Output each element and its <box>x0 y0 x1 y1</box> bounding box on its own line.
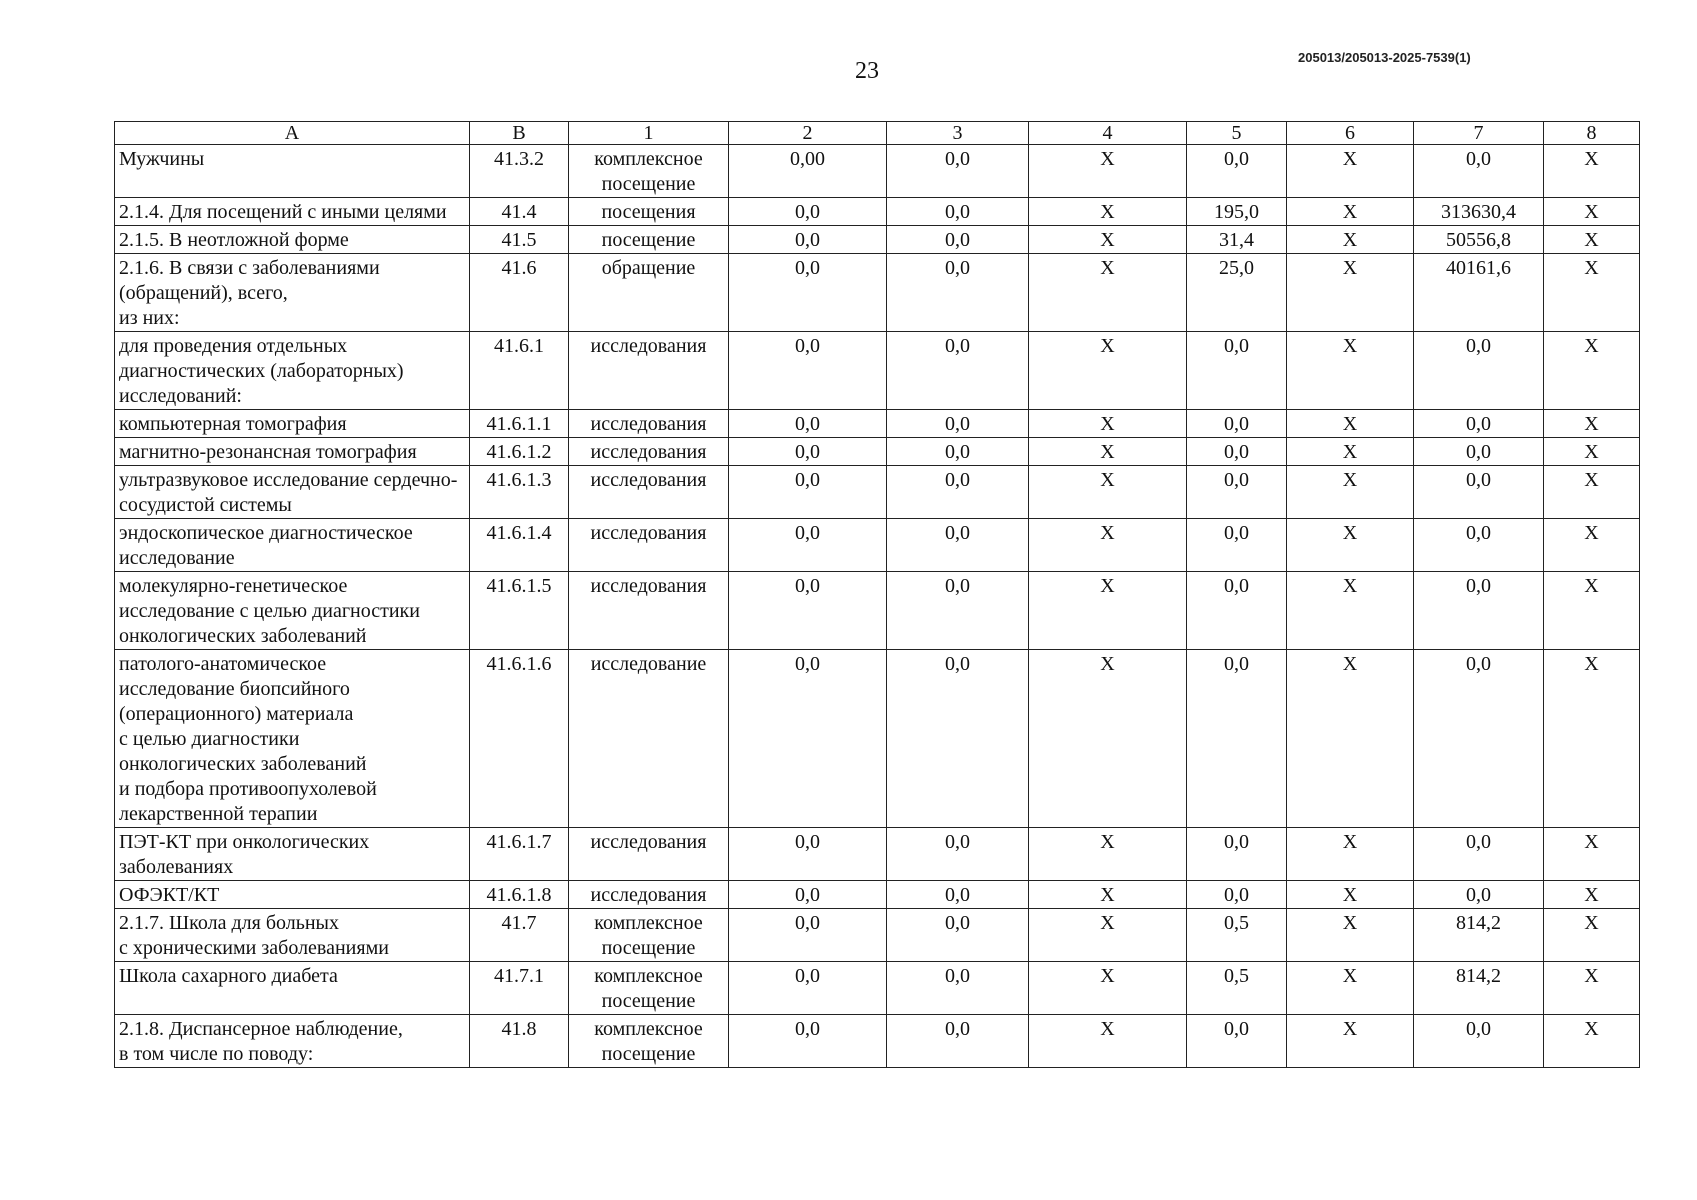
row-value-cell: Х <box>1544 828 1640 881</box>
row-value-cell: Х <box>1544 909 1640 962</box>
row-unit-cell: комплексное посещение <box>569 1015 729 1068</box>
table-row <box>115 650 1640 828</box>
row-value-cell: Х <box>1544 572 1640 650</box>
row-name-cell: компьютерная томография <box>115 410 470 438</box>
row-value-cell: 0,0 <box>1187 410 1287 438</box>
row-value-cell: 0,0 <box>1414 828 1544 881</box>
row-value-cell: 0,0 <box>729 332 887 410</box>
row-value-cell: 31,4 <box>1187 226 1287 254</box>
row-code-cell: 41.3.2 <box>470 145 569 198</box>
row-value-cell: 0,0 <box>1187 881 1287 909</box>
row-value-cell: 195,0 <box>1187 198 1287 226</box>
row-value-cell: Х <box>1287 572 1414 650</box>
row-value-cell: 0,5 <box>1187 909 1287 962</box>
row-name-cell: 2.1.8. Диспансерное наблюдение, в том числе по поводу: <box>115 1015 470 1068</box>
row-value-cell: Х <box>1544 962 1640 1015</box>
row-value-cell: 0,0 <box>887 572 1029 650</box>
row-value-cell: 0,0 <box>887 828 1029 881</box>
row-value-cell: 0,0 <box>1187 828 1287 881</box>
document-id: 205013/205013-2025-7539(1) <box>1298 50 1471 65</box>
row-code-cell: 41.6.1.3 <box>470 466 569 519</box>
row-value-cell: Х <box>1287 1015 1414 1068</box>
row-value-cell: 0,0 <box>1414 519 1544 572</box>
row-unit-cell: комплексное посещение <box>569 909 729 962</box>
row-value-cell: Х <box>1029 1015 1187 1068</box>
row-value-cell: Х <box>1287 254 1414 332</box>
row-value-cell: 0,5 <box>1187 962 1287 1015</box>
row-value-cell: 814,2 <box>1414 909 1544 962</box>
row-value-cell: 0,0 <box>1414 466 1544 519</box>
row-value-cell: Х <box>1287 519 1414 572</box>
row-value-cell: Х <box>1029 881 1187 909</box>
row-value-cell: 0,0 <box>1414 410 1544 438</box>
row-value-cell: Х <box>1029 828 1187 881</box>
row-unit-cell: исследования <box>569 332 729 410</box>
row-value-cell: Х <box>1029 226 1187 254</box>
table-row <box>115 332 1640 410</box>
row-value-cell: 0,0 <box>729 881 887 909</box>
row-value-cell: 0,0 <box>729 572 887 650</box>
row-value-cell: Х <box>1287 650 1414 828</box>
row-name-cell: 2.1.6. В связи с заболеваниями (обращений), всего, из них: <box>115 254 470 332</box>
row-value-cell: 0,0 <box>729 519 887 572</box>
row-value-cell: 0,0 <box>887 962 1029 1015</box>
row-code-cell: 41.6.1.8 <box>470 881 569 909</box>
header-cell: 6 <box>1287 122 1414 145</box>
row-value-cell: Х <box>1287 962 1414 1015</box>
row-name-cell: ультразвуковое исследование сердечно-сосудистой системы <box>115 466 470 519</box>
row-code-cell: 41.8 <box>470 1015 569 1068</box>
table-row <box>115 254 1640 332</box>
table-row <box>115 572 1640 650</box>
row-value-cell: 0,0 <box>1187 650 1287 828</box>
row-unit-cell: посещение <box>569 226 729 254</box>
row-value-cell: Х <box>1544 410 1640 438</box>
row-value-cell: Х <box>1544 226 1640 254</box>
row-value-cell: Х <box>1029 438 1187 466</box>
row-value-cell: Х <box>1029 650 1187 828</box>
header-cell: А <box>115 122 470 145</box>
row-value-cell: Х <box>1544 519 1640 572</box>
header-cell: 1 <box>569 122 729 145</box>
row-value-cell: Х <box>1029 909 1187 962</box>
row-value-cell: 0,0 <box>887 1015 1029 1068</box>
row-unit-cell: комплексное посещение <box>569 145 729 198</box>
row-code-cell: 41.6.1.4 <box>470 519 569 572</box>
row-value-cell: Х <box>1544 332 1640 410</box>
row-unit-cell: исследования <box>569 466 729 519</box>
row-value-cell: Х <box>1287 198 1414 226</box>
row-value-cell: 0,0 <box>729 1015 887 1068</box>
row-unit-cell: исследования <box>569 438 729 466</box>
row-value-cell: 50556,8 <box>1414 226 1544 254</box>
table-row <box>115 145 1640 198</box>
row-code-cell: 41.7 <box>470 909 569 962</box>
row-value-cell: Х <box>1544 650 1640 828</box>
row-value-cell: Х <box>1029 254 1187 332</box>
row-value-cell: 40161,6 <box>1414 254 1544 332</box>
row-value-cell: Х <box>1029 332 1187 410</box>
row-value-cell: 0,0 <box>887 226 1029 254</box>
row-unit-cell: обращение <box>569 254 729 332</box>
row-name-cell: ОФЭКТ/КТ <box>115 881 470 909</box>
row-value-cell: Х <box>1544 438 1640 466</box>
row-unit-cell: исследование <box>569 650 729 828</box>
row-value-cell: 0,0 <box>1187 1015 1287 1068</box>
row-value-cell: 0,0 <box>729 828 887 881</box>
row-name-cell: 2.1.5. В неотложной форме <box>115 226 470 254</box>
row-value-cell: 0,0 <box>1414 438 1544 466</box>
table-row <box>115 226 1640 254</box>
row-name-cell: 2.1.7. Школа для больных с хроническими заболеваниями <box>115 909 470 962</box>
row-value-cell: 25,0 <box>1187 254 1287 332</box>
row-unit-cell: исследования <box>569 410 729 438</box>
row-value-cell: 0,0 <box>887 145 1029 198</box>
header-cell: 5 <box>1187 122 1287 145</box>
row-value-cell: 0,0 <box>887 332 1029 410</box>
row-value-cell: 0,0 <box>887 198 1029 226</box>
row-value-cell: 0,0 <box>1414 572 1544 650</box>
row-value-cell: Х <box>1287 909 1414 962</box>
row-code-cell: 41.6.1.7 <box>470 828 569 881</box>
header-cell: 3 <box>887 122 1029 145</box>
row-code-cell: 41.6.1.6 <box>470 650 569 828</box>
table-row <box>115 198 1640 226</box>
table-row <box>115 828 1640 881</box>
table-row <box>115 438 1640 466</box>
row-name-cell: молекулярно-генетическое исследование с целью диагностики онкологических заболеваний <box>115 572 470 650</box>
row-value-cell: Х <box>1029 466 1187 519</box>
row-value-cell: Х <box>1029 962 1187 1015</box>
row-code-cell: 41.6.1.2 <box>470 438 569 466</box>
row-value-cell: 0,0 <box>729 650 887 828</box>
header-cell: 8 <box>1544 122 1640 145</box>
row-value-cell: 0,0 <box>887 650 1029 828</box>
row-value-cell: 0,0 <box>887 881 1029 909</box>
row-value-cell: Х <box>1287 466 1414 519</box>
row-value-cell: 0,0 <box>729 254 887 332</box>
row-value-cell: 0,0 <box>1187 519 1287 572</box>
row-value-cell: 0,0 <box>729 466 887 519</box>
row-code-cell: 41.6.1 <box>470 332 569 410</box>
row-name-cell: Мужчины <box>115 145 470 198</box>
row-code-cell: 41.6.1.5 <box>470 572 569 650</box>
row-name-cell: эндоскопическое диагностическое исследование <box>115 519 470 572</box>
row-unit-cell: комплексное посещение <box>569 962 729 1015</box>
row-value-cell: 0,00 <box>729 145 887 198</box>
table-row <box>115 1015 1640 1068</box>
row-value-cell: 0,0 <box>1414 145 1544 198</box>
row-value-cell: Х <box>1287 438 1414 466</box>
data-table <box>114 121 1640 1068</box>
row-value-cell: Х <box>1544 198 1640 226</box>
row-unit-cell: исследования <box>569 881 729 909</box>
row-code-cell: 41.7.1 <box>470 962 569 1015</box>
row-value-cell: 0,0 <box>729 438 887 466</box>
header-cell: 7 <box>1414 122 1544 145</box>
row-unit-cell: исследования <box>569 519 729 572</box>
row-value-cell: 0,0 <box>887 909 1029 962</box>
table-row <box>115 909 1640 962</box>
row-value-cell: Х <box>1287 332 1414 410</box>
row-value-cell: 0,0 <box>1187 438 1287 466</box>
row-value-cell: 0,0 <box>1187 572 1287 650</box>
row-value-cell: Х <box>1544 466 1640 519</box>
row-value-cell: 0,0 <box>887 466 1029 519</box>
row-value-cell: 0,0 <box>729 909 887 962</box>
row-name-cell: ПЭТ-КТ при онкологических заболеваниях <box>115 828 470 881</box>
row-value-cell: Х <box>1544 254 1640 332</box>
row-code-cell: 41.4 <box>470 198 569 226</box>
row-value-cell: 0,0 <box>729 226 887 254</box>
row-value-cell: Х <box>1029 410 1187 438</box>
row-name-cell: магнитно-резонансная томография <box>115 438 470 466</box>
row-value-cell: Х <box>1287 828 1414 881</box>
row-value-cell: 0,0 <box>887 254 1029 332</box>
row-value-cell: 0,0 <box>1187 145 1287 198</box>
row-value-cell: 0,0 <box>729 198 887 226</box>
table-row <box>115 881 1640 909</box>
row-code-cell: 41.6.1.1 <box>470 410 569 438</box>
header-cell: 4 <box>1029 122 1187 145</box>
row-value-cell: Х <box>1287 410 1414 438</box>
row-value-cell: 814,2 <box>1414 962 1544 1015</box>
row-value-cell: Х <box>1287 145 1414 198</box>
table-row <box>115 466 1640 519</box>
row-name-cell: для проведения отдельных диагностических (лабораторных) исследований: <box>115 332 470 410</box>
row-value-cell: 0,0 <box>1414 332 1544 410</box>
row-value-cell: 0,0 <box>1414 650 1544 828</box>
row-value-cell: 0,0 <box>729 410 887 438</box>
page-number: 23 <box>855 58 879 84</box>
row-code-cell: 41.6 <box>470 254 569 332</box>
row-value-cell: Х <box>1544 145 1640 198</box>
row-name-cell: 2.1.4. Для посещений с иными целями <box>115 198 470 226</box>
row-value-cell: 0,0 <box>887 519 1029 572</box>
row-value-cell: 0,0 <box>1414 881 1544 909</box>
row-unit-cell: исследования <box>569 572 729 650</box>
row-value-cell: Х <box>1029 198 1187 226</box>
row-value-cell: Х <box>1287 226 1414 254</box>
row-value-cell: Х <box>1287 881 1414 909</box>
row-value-cell: 0,0 <box>1187 332 1287 410</box>
row-value-cell: Х <box>1544 881 1640 909</box>
row-value-cell: 0,0 <box>887 438 1029 466</box>
row-value-cell: 0,0 <box>887 410 1029 438</box>
table-row <box>115 519 1640 572</box>
row-unit-cell: посещения <box>569 198 729 226</box>
row-value-cell: 0,0 <box>1414 1015 1544 1068</box>
row-value-cell: 0,0 <box>729 962 887 1015</box>
row-unit-cell: исследования <box>569 828 729 881</box>
row-value-cell: Х <box>1029 572 1187 650</box>
row-value-cell: Х <box>1029 145 1187 198</box>
header-cell: 2 <box>729 122 887 145</box>
row-value-cell: 313630,4 <box>1414 198 1544 226</box>
table-body <box>115 145 1640 1068</box>
header-cell: В <box>470 122 569 145</box>
header-row <box>115 122 1640 145</box>
row-name-cell: Школа сахарного диабета <box>115 962 470 1015</box>
row-value-cell: Х <box>1029 519 1187 572</box>
row-value-cell: Х <box>1544 1015 1640 1068</box>
row-value-cell: 0,0 <box>1187 466 1287 519</box>
row-code-cell: 41.5 <box>470 226 569 254</box>
table-row <box>115 962 1640 1015</box>
row-name-cell: патолого-анатомическое исследование биопсийного (операционного) материала с целью диагностики онкологических заболеваний и подбора противоопухолевой лекарственной терапии <box>115 650 470 828</box>
table-row <box>115 410 1640 438</box>
